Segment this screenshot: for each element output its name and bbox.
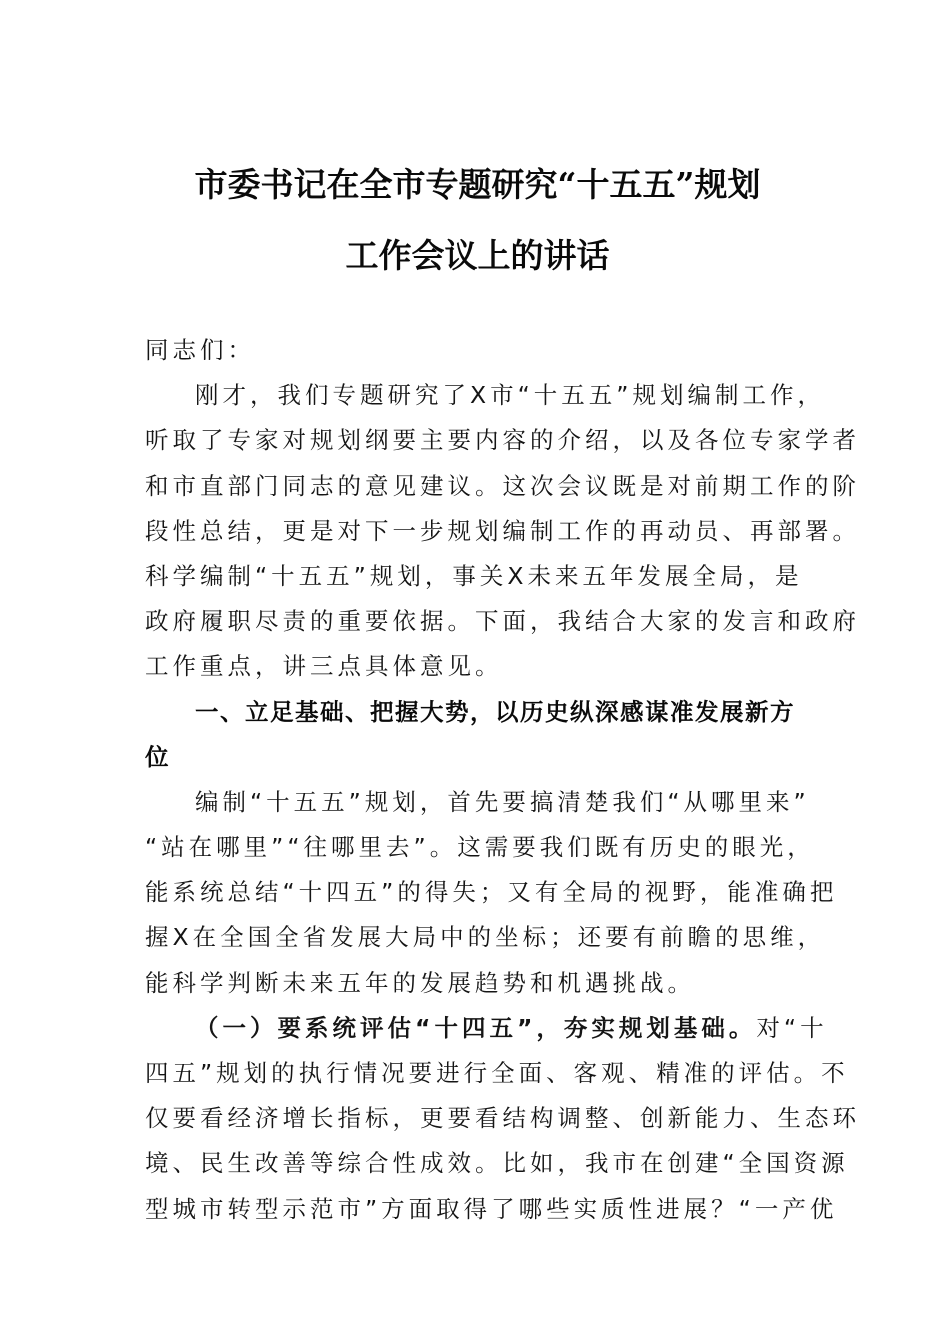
paragraph-line: 能科学判断未来五年的发展趋势和机遇挑战。: [145, 968, 695, 997]
paragraph-line: 能系统总结“十四五”的得失；又有全局的视野，能准确把: [145, 878, 838, 907]
paragraph-line: 仅要看经济增长指标，更要看结构调整、创新能力、生态环: [145, 1104, 860, 1133]
section-heading-1-line-1: 一、立足基础、把握大势，以历史纵深感谋准发展新方: [195, 697, 795, 726]
section-heading-1-line-2: 位: [145, 742, 170, 771]
paragraph-line: 科学编制“十五五”规划，事关X未来五年发展全局，是: [145, 561, 803, 590]
subsection-1-heading: （一）要系统评估“十四五”，夯实规划基础。: [195, 1013, 757, 1042]
salutation: 同志们：: [145, 336, 255, 364]
paragraph-line: 工作重点，讲三点具体意见。: [145, 652, 503, 681]
paragraph-line: 四五”规划的执行情况要进行全面、客观、精准的评估。不: [145, 1059, 849, 1087]
paragraph-line: 刚才，我们专题研究了X市“十五五”规划编制工作，: [195, 381, 825, 410]
paragraph-line: “站在哪里”“往哪里去”。这需要我们既有历史的眼光，: [145, 833, 815, 862]
paragraph-line: 政府履职尽责的重要依据。下面，我结合大家的发言和政府: [145, 607, 860, 636]
paragraph-line: 编制“十五五”规划，首先要搞清楚我们“从哪里来”: [195, 787, 810, 816]
paragraph-line: 握X在全国全省发展大局中的坐标；还要有前瞻的思维，: [145, 923, 826, 952]
document-title-line-1: 市委书记在全市专题研究“十五五”规划: [194, 165, 761, 204]
subsection-1-first-line: [145, 1006, 828, 1051]
paragraph-line: 和市直部门同志的意见建议。这次会议既是对前期工作的阶: [145, 471, 860, 500]
document-title-line-2: 工作会议上的讲话: [345, 236, 610, 275]
paragraph-line: 境、民生改善等综合性成效。比如，我市在创建“全国资源: [145, 1149, 849, 1178]
document-body: [145, 328, 860, 1232]
paragraph-line: 型城市转型示范市”方面取得了哪些实质性进展？“一产优: [145, 1194, 838, 1223]
paragraph-line: 段性总结，更是对下一步规划编制工作的再动员、再部署。: [145, 516, 860, 545]
subsection-1-lead-text: 对“十: [756, 1013, 828, 1042]
paragraph-line: 听取了专家对规划纲要主要内容的介绍，以及各位专家学者: [145, 426, 860, 455]
